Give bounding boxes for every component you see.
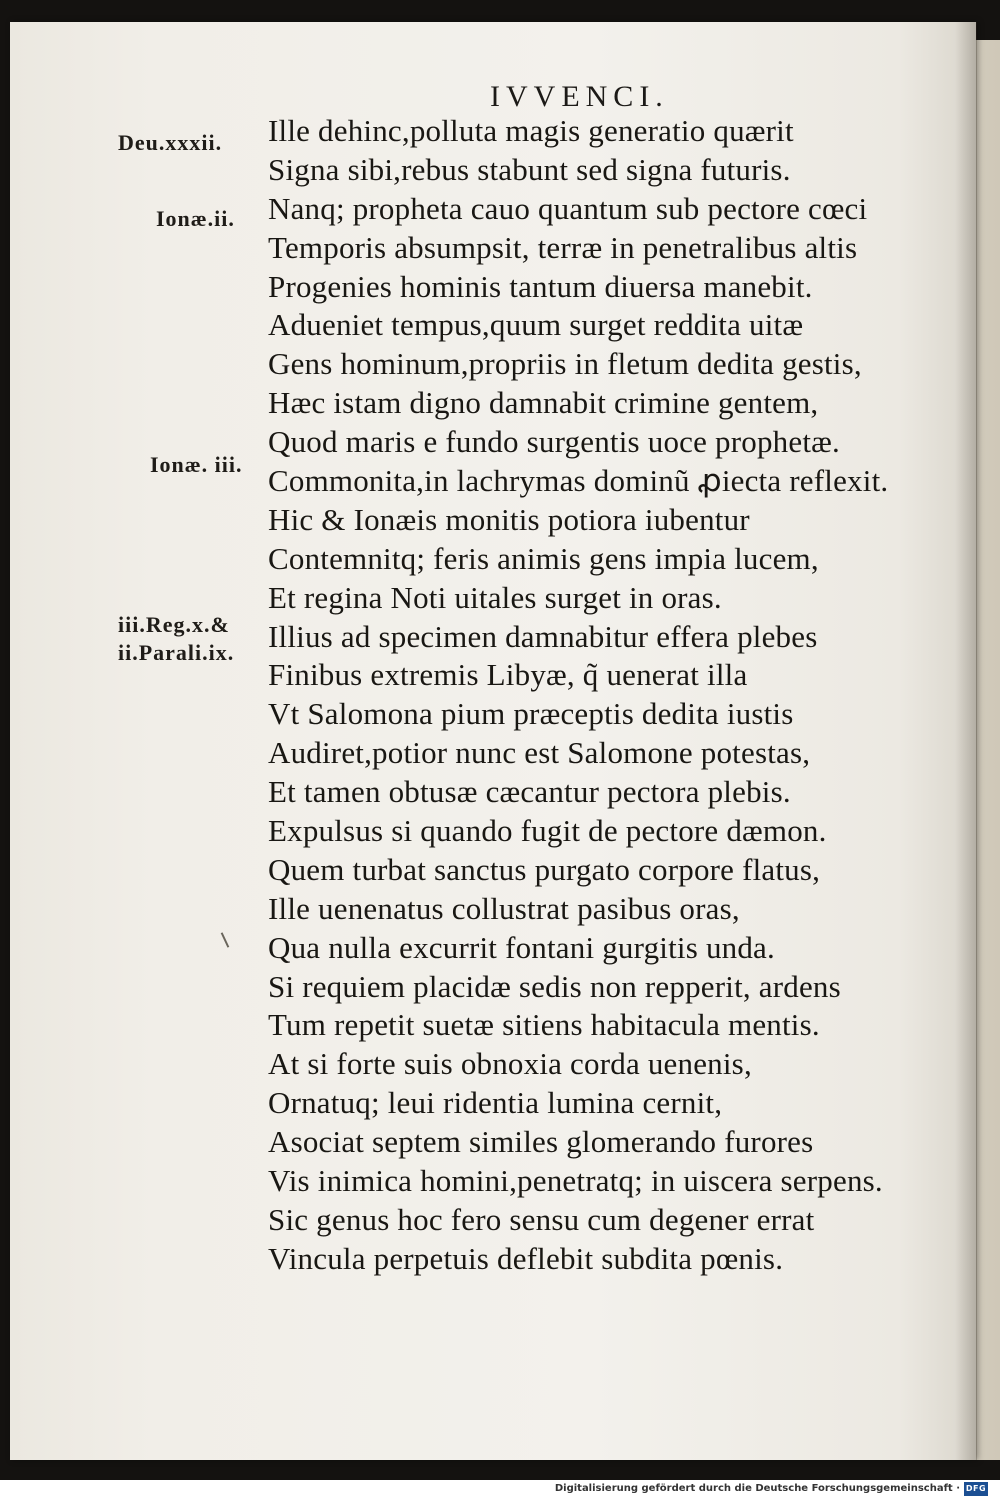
verse-line: Ornatuq; leui ridentia lumina cernit, bbox=[268, 1085, 723, 1121]
margin-note-kings: iii.Reg.x.& bbox=[118, 612, 230, 637]
margin-note-jonah-3: Ionæ. iii. bbox=[150, 452, 243, 477]
verse-line: Expulsus si quando fugit de pectore dæmon. bbox=[268, 813, 827, 849]
verse-line: Commonita,in lachrymas dominũ ꝓiecta reflexit. bbox=[268, 463, 889, 499]
verse-line: Et regina Noti uitales surget in oras. bbox=[268, 579, 722, 615]
verse-line: Ille uenenatus collustrat pasibus oras, bbox=[268, 890, 740, 926]
verse-line: Audiret,potior nunc est Salomone potestas, bbox=[268, 735, 811, 771]
verse-line: Qua nulla excurrit fontani gurgitis unda. bbox=[268, 929, 775, 965]
verse-line: At si forte suis obnoxia corda uenenis, bbox=[268, 1046, 752, 1082]
margin-note-chronicles: ii.Parali.ix. bbox=[118, 640, 235, 665]
verse-line: Et tamen obtusæ cæcantur pectora plebis. bbox=[268, 774, 791, 810]
verse-line: Nanq; propheta cauo quantum sub pectore cœci bbox=[268, 190, 868, 226]
verse-line: Sic genus hoc fero sensu cum degener errat bbox=[268, 1201, 815, 1237]
verse-line: Ille dehinc,polluta magis generatio quærit bbox=[268, 113, 794, 148]
running-head: IVVENCI. bbox=[490, 80, 669, 113]
verse-line: Quod maris e fundo surgentis uoce prophetæ. bbox=[268, 424, 840, 460]
verse-line: Progenies hominis tantum diuersa manebit. bbox=[268, 268, 813, 304]
page-gutter-shadow bbox=[955, 22, 977, 1460]
dfg-logo-icon: DFG bbox=[964, 1482, 988, 1496]
margin-note-jonah-2: Ionæ.ii. bbox=[156, 206, 235, 231]
verse-line: Signa sibi,rebus stabunt sed signa futuris. bbox=[268, 151, 791, 187]
verse-line: Tum repetit suetæ sitiens habitacula mentis. bbox=[268, 1007, 820, 1043]
verse-line: Hæc istam digno damnabit crimine gentem, bbox=[268, 385, 819, 421]
verse-line: Adueniet tempus,quum surget reddita uitæ bbox=[268, 307, 804, 343]
digitization-credit: Digitalisierung gefördert durch die Deutsche Forschungsgemeinschaft · bbox=[554, 1483, 960, 1494]
verse-line: Gens hominum,propriis in fletum dedita gestis, bbox=[268, 346, 862, 382]
verse-line: Vis inimica homini,penetratq; in uiscera serpens. bbox=[268, 1163, 883, 1199]
verse-line: Vincula perpetuis deflebit subdita pœnis. bbox=[268, 1240, 784, 1276]
verse-line: Si requiem placidæ sedis non repperit, ardens bbox=[268, 968, 841, 1004]
verse-line: Quem turbat sanctus purgato corpore flatus, bbox=[268, 851, 821, 887]
verse-line: Vt Salomona pium præceptis dedita iustis bbox=[268, 696, 794, 732]
verse-line: Asociat septem similes glomerando furores bbox=[268, 1124, 814, 1160]
verse-line: Temporis absumpsit, terræ in penetralibus altis bbox=[268, 229, 858, 265]
verse-line: Finibus extremis Libyæ, q̃ uenerat illa bbox=[268, 657, 748, 693]
verse-line: Contemnitq; feris animis gens impia lucem, bbox=[268, 540, 819, 576]
verse-text bbox=[268, 112, 888, 1279]
verse-line: Hic & Ionæis monitis potiora iubentur bbox=[268, 501, 750, 537]
margin-note-deuteronomy: Deu.xxxii. bbox=[118, 130, 223, 155]
verse-line: Illius ad specimen damnabitur effera plebes bbox=[268, 618, 818, 654]
